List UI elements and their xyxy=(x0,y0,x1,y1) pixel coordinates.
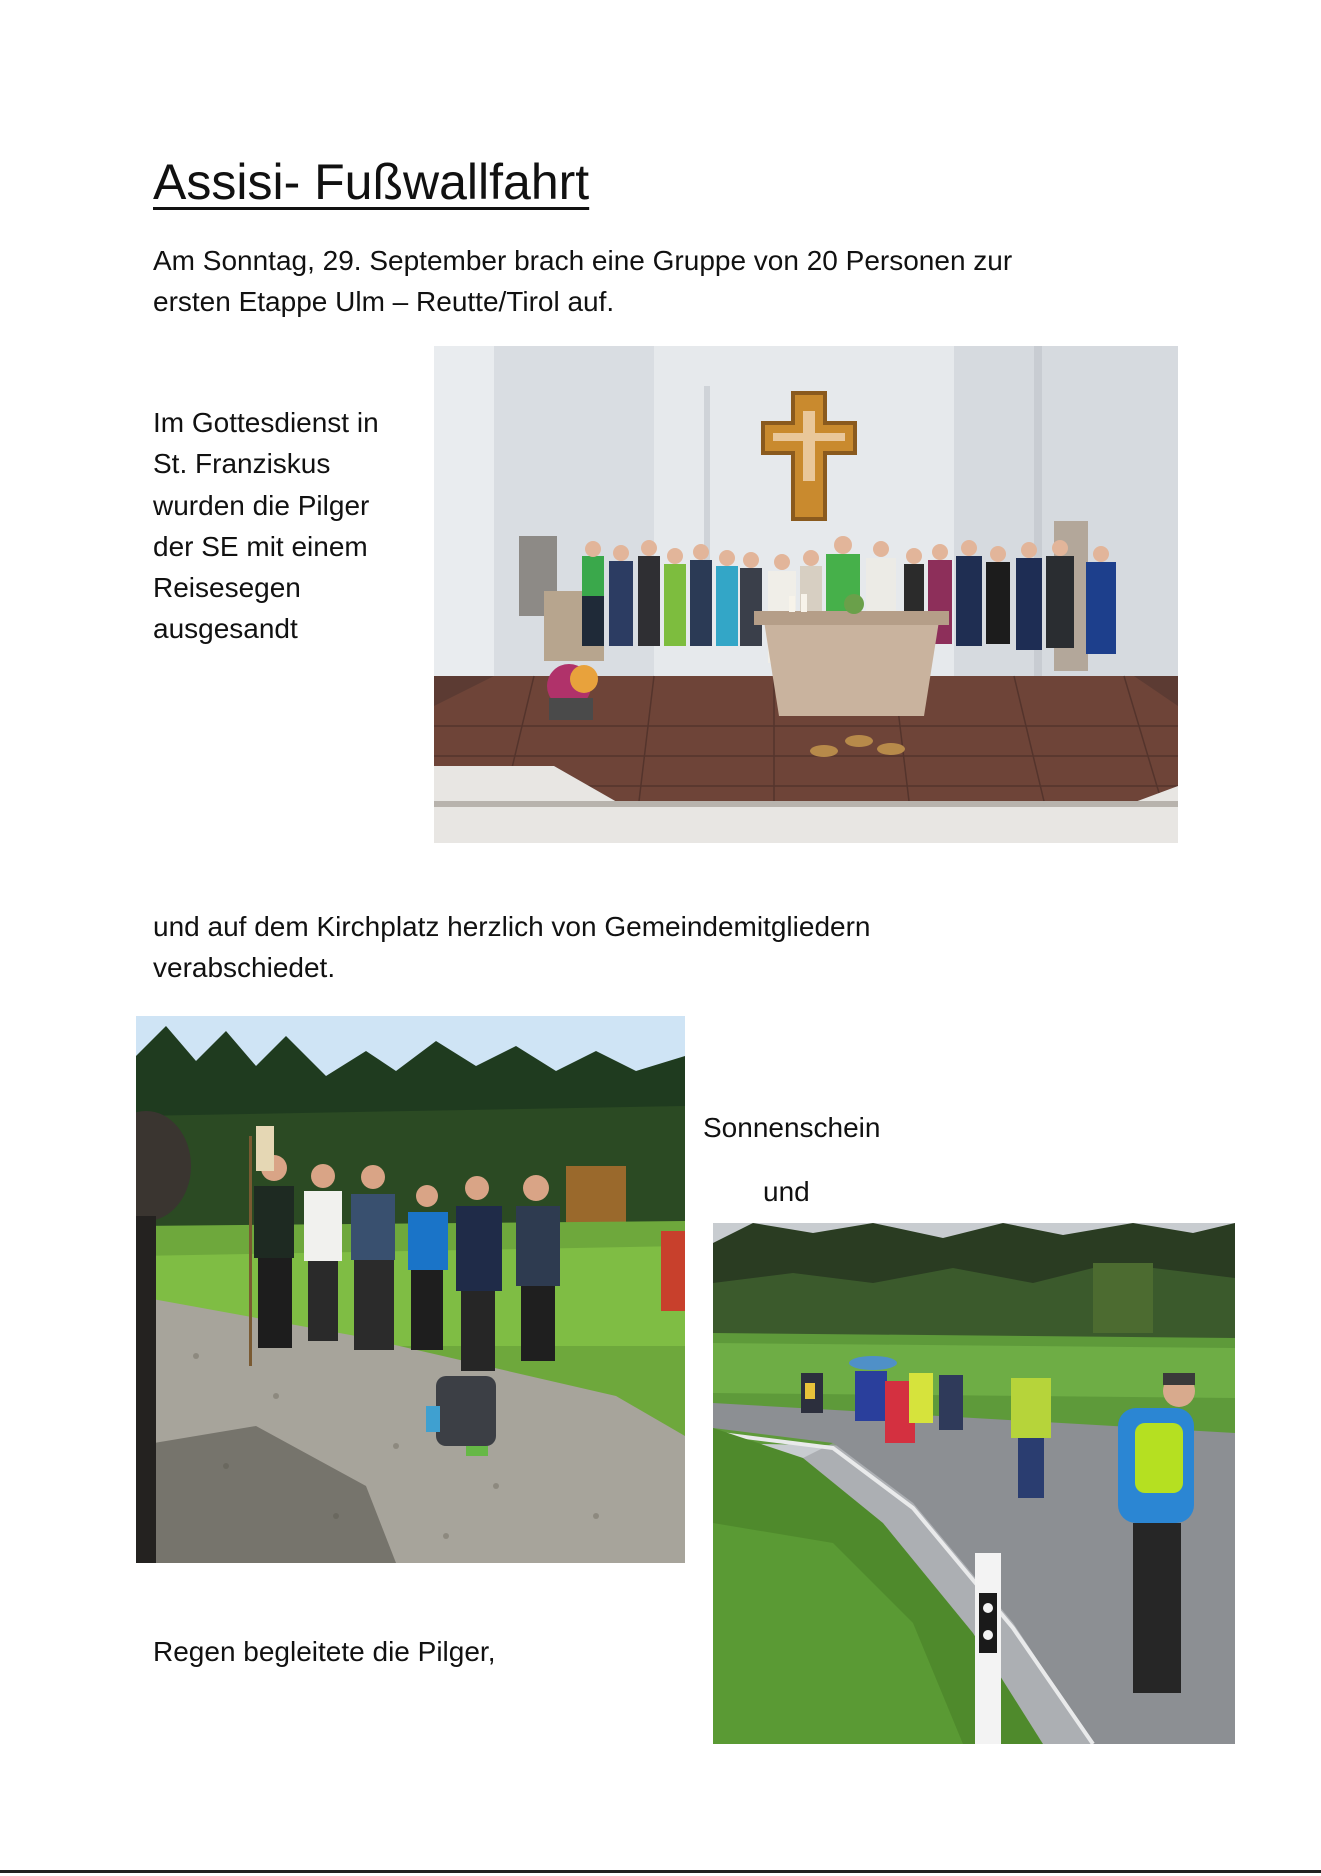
church-service-photo xyxy=(434,346,1178,843)
rain-walk-photo xyxy=(713,1223,1235,1744)
page-title: Assisi- Fußwallfahrt xyxy=(153,154,590,210)
rain-text: Regen begleitete die Pilger, xyxy=(153,1636,496,1667)
caption-service-line-1: Im Gottesdienst in xyxy=(153,407,379,438)
group-sunshine-photo xyxy=(136,1016,685,1563)
farewell-line-2: verabschiedet. xyxy=(153,952,336,983)
and-text: und xyxy=(763,1176,810,1207)
bottom-divider xyxy=(0,1870,1321,1873)
caption-service-line-2: St. Franziskus xyxy=(153,448,331,479)
sunshine-text: Sonnenschein xyxy=(703,1112,881,1143)
caption-service-line-3: wurden die Pilger xyxy=(153,490,370,521)
intro-line-1: Am Sonntag, 29. September brach eine Gruppe von 20 Personen zur xyxy=(153,245,1013,276)
caption-service-line-5: Reisesegen xyxy=(153,572,301,603)
farewell-line-1: und auf dem Kirchplatz herzlich von Gemeindemitgliedern xyxy=(153,911,871,942)
caption-service-line-4: der SE mit einem xyxy=(153,531,368,562)
intro-line-2: ersten Etappe Ulm – Reutte/Tirol auf. xyxy=(153,286,615,317)
caption-service-line-6: ausgesandt xyxy=(153,613,298,644)
